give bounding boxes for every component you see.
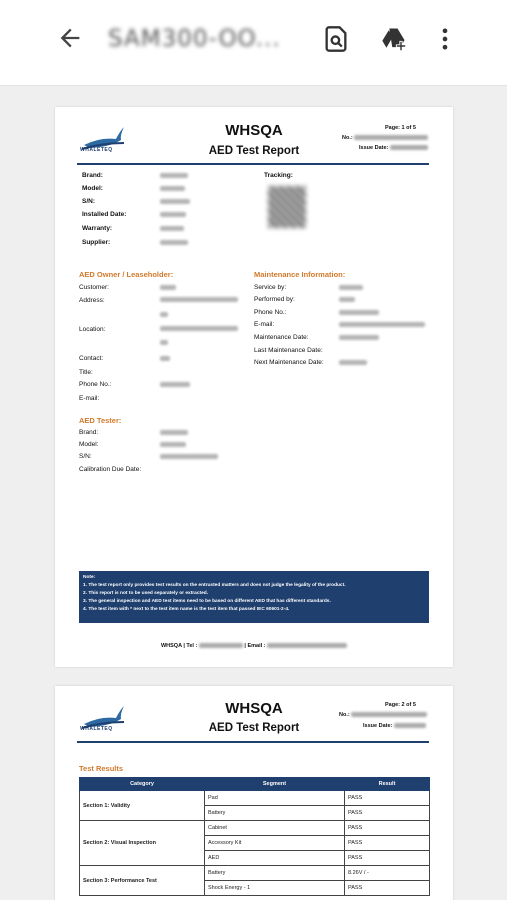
owner-heading: AED Owner / Leaseholder: xyxy=(79,270,174,279)
note-line: 2. This report is not to be used separately or extracted. xyxy=(83,591,209,596)
sn-label: S/N: xyxy=(82,198,95,205)
document-title: SAM300-OO... xyxy=(108,26,281,52)
redacted-value xyxy=(160,297,238,302)
result-cell: PASS xyxy=(345,851,430,866)
contact-label: Contact: xyxy=(79,355,104,362)
redacted-value xyxy=(160,382,190,387)
redacted-value xyxy=(160,312,168,317)
org-name: WHSQA xyxy=(225,700,283,717)
issue-date: Issue Date: xyxy=(363,723,426,729)
tracking-label: Tracking: xyxy=(264,172,293,179)
col-header-result: Result xyxy=(345,778,430,791)
brand-label: Brand: xyxy=(82,172,103,179)
warranty-label: Warranty: xyxy=(82,225,113,232)
segment-cell: Accessory Kit xyxy=(205,836,345,851)
category-cell: Section 1: Validity xyxy=(80,791,205,821)
result-cell: 8.26V / - xyxy=(345,866,430,881)
back-arrow-icon[interactable] xyxy=(56,24,84,52)
redacted-value xyxy=(160,186,185,191)
report-title: AED Test Report xyxy=(208,722,300,734)
table-row xyxy=(80,821,430,836)
col-header-category: Category xyxy=(80,778,205,791)
phone-label: Phone No.: xyxy=(79,381,112,388)
redacted-value xyxy=(160,326,238,331)
top-app-bar xyxy=(0,0,507,86)
next-maintenance-date-label: Next Maintenance Date: xyxy=(254,359,324,366)
redacted-value xyxy=(339,297,355,302)
logo-text: WHALETEQ xyxy=(80,147,113,153)
tester-brand-label: Brand: xyxy=(79,429,99,436)
google-drive-add-icon[interactable] xyxy=(380,25,408,53)
performed-by-label: Performed by: xyxy=(254,296,295,303)
redacted-value xyxy=(339,335,379,340)
header-rule xyxy=(77,741,429,743)
segment-cell: Pad xyxy=(205,791,345,806)
category-cell: Section 3: Performance Test xyxy=(80,866,205,896)
redacted-value xyxy=(160,173,188,178)
redacted-value xyxy=(160,430,188,435)
email-label: E-mail: xyxy=(79,395,100,402)
redacted-value xyxy=(160,285,176,290)
redacted-value xyxy=(160,199,190,204)
note-line: 1. The test report only provides test results on the entrusted matters and does not judge the legality of the product. xyxy=(83,583,346,588)
tracking-qr-code xyxy=(268,186,306,228)
segment-cell: AED xyxy=(205,851,345,866)
redacted-value xyxy=(339,310,379,315)
segment-cell: Cabinet xyxy=(205,821,345,836)
col-header-segment: Segment xyxy=(205,778,345,791)
report-no: No.: xyxy=(339,712,427,718)
customer-label: Customer: xyxy=(79,284,109,291)
result-cell: PASS xyxy=(345,806,430,821)
maint-email-label: E-mail: xyxy=(254,321,275,328)
redacted-value xyxy=(160,356,170,361)
service-by-label: Service by: xyxy=(254,284,287,291)
table-row xyxy=(80,791,430,806)
report-title: AED Test Report xyxy=(208,145,300,157)
note-line: 3. The general inspection and AED test items need to be based on different AED that has different standards. xyxy=(83,599,331,604)
table-row xyxy=(80,866,430,881)
calibration-due-date-label: Calibration Due Date: xyxy=(79,466,142,473)
page-number: Page: 2 of 5 xyxy=(385,702,416,708)
more-vert-icon[interactable] xyxy=(431,25,459,53)
result-cell: PASS xyxy=(345,791,430,806)
segment-cell: Shock Energy - 1 xyxy=(205,881,345,896)
result-cell: PASS xyxy=(345,821,430,836)
category-cell: Section 2: Visual Inspection xyxy=(80,821,205,866)
maintenance-date-label: Maintenance Date: xyxy=(254,334,309,341)
page-footer: WHSQA | Tel : | Email : xyxy=(55,643,453,649)
header-rule xyxy=(77,163,429,165)
redacted-value xyxy=(160,340,168,345)
last-maintenance-date-label: Last Maintenance Date: xyxy=(254,347,323,354)
title-label: Title: xyxy=(79,369,93,376)
tester-sn-label: S/N: xyxy=(79,453,92,460)
maint-phone-label: Phone No.: xyxy=(254,309,287,316)
redacted-value xyxy=(339,285,363,290)
report-page-1 xyxy=(55,107,453,667)
test-results-table xyxy=(79,777,430,896)
segment-cell: Battery xyxy=(205,806,345,821)
tester-heading: AED Tester: xyxy=(79,416,122,425)
result-cell: PASS xyxy=(345,881,430,896)
result-cell: PASS xyxy=(345,836,430,851)
supplier-label: Supplier: xyxy=(82,239,111,246)
redacted-value xyxy=(160,442,186,447)
org-name: WHSQA xyxy=(225,122,283,139)
redacted-value xyxy=(339,322,425,327)
note-box xyxy=(79,571,429,623)
redacted-value xyxy=(160,226,184,231)
note-line: Note: xyxy=(83,575,96,580)
installed-date-label: Installed Date: xyxy=(82,211,127,218)
test-results-heading: Test Results xyxy=(79,764,124,773)
location-label: Location: xyxy=(79,326,106,333)
tester-model-label: Model: xyxy=(79,441,99,448)
page-number: Page: 1 of 5 xyxy=(385,125,416,131)
redacted-value xyxy=(160,212,186,217)
redacted-value xyxy=(160,454,218,459)
maintenance-heading: Maintenance Information: xyxy=(254,270,346,279)
redacted-value xyxy=(160,240,188,245)
address-label: Address: xyxy=(79,297,105,304)
logo-text: WHALETEQ xyxy=(80,726,113,732)
issue-date: Issue Date: xyxy=(359,145,428,151)
segment-cell: Battery xyxy=(205,866,345,881)
model-label: Model: xyxy=(82,185,103,192)
report-no: No.: xyxy=(342,135,428,141)
note-line: 4. The test item with * next to the test item name is the test item that passed IEC 60601-2-4. xyxy=(83,607,290,612)
redacted-value xyxy=(339,360,367,365)
report-page-2 xyxy=(55,686,453,900)
find-in-page-icon[interactable] xyxy=(322,25,350,53)
